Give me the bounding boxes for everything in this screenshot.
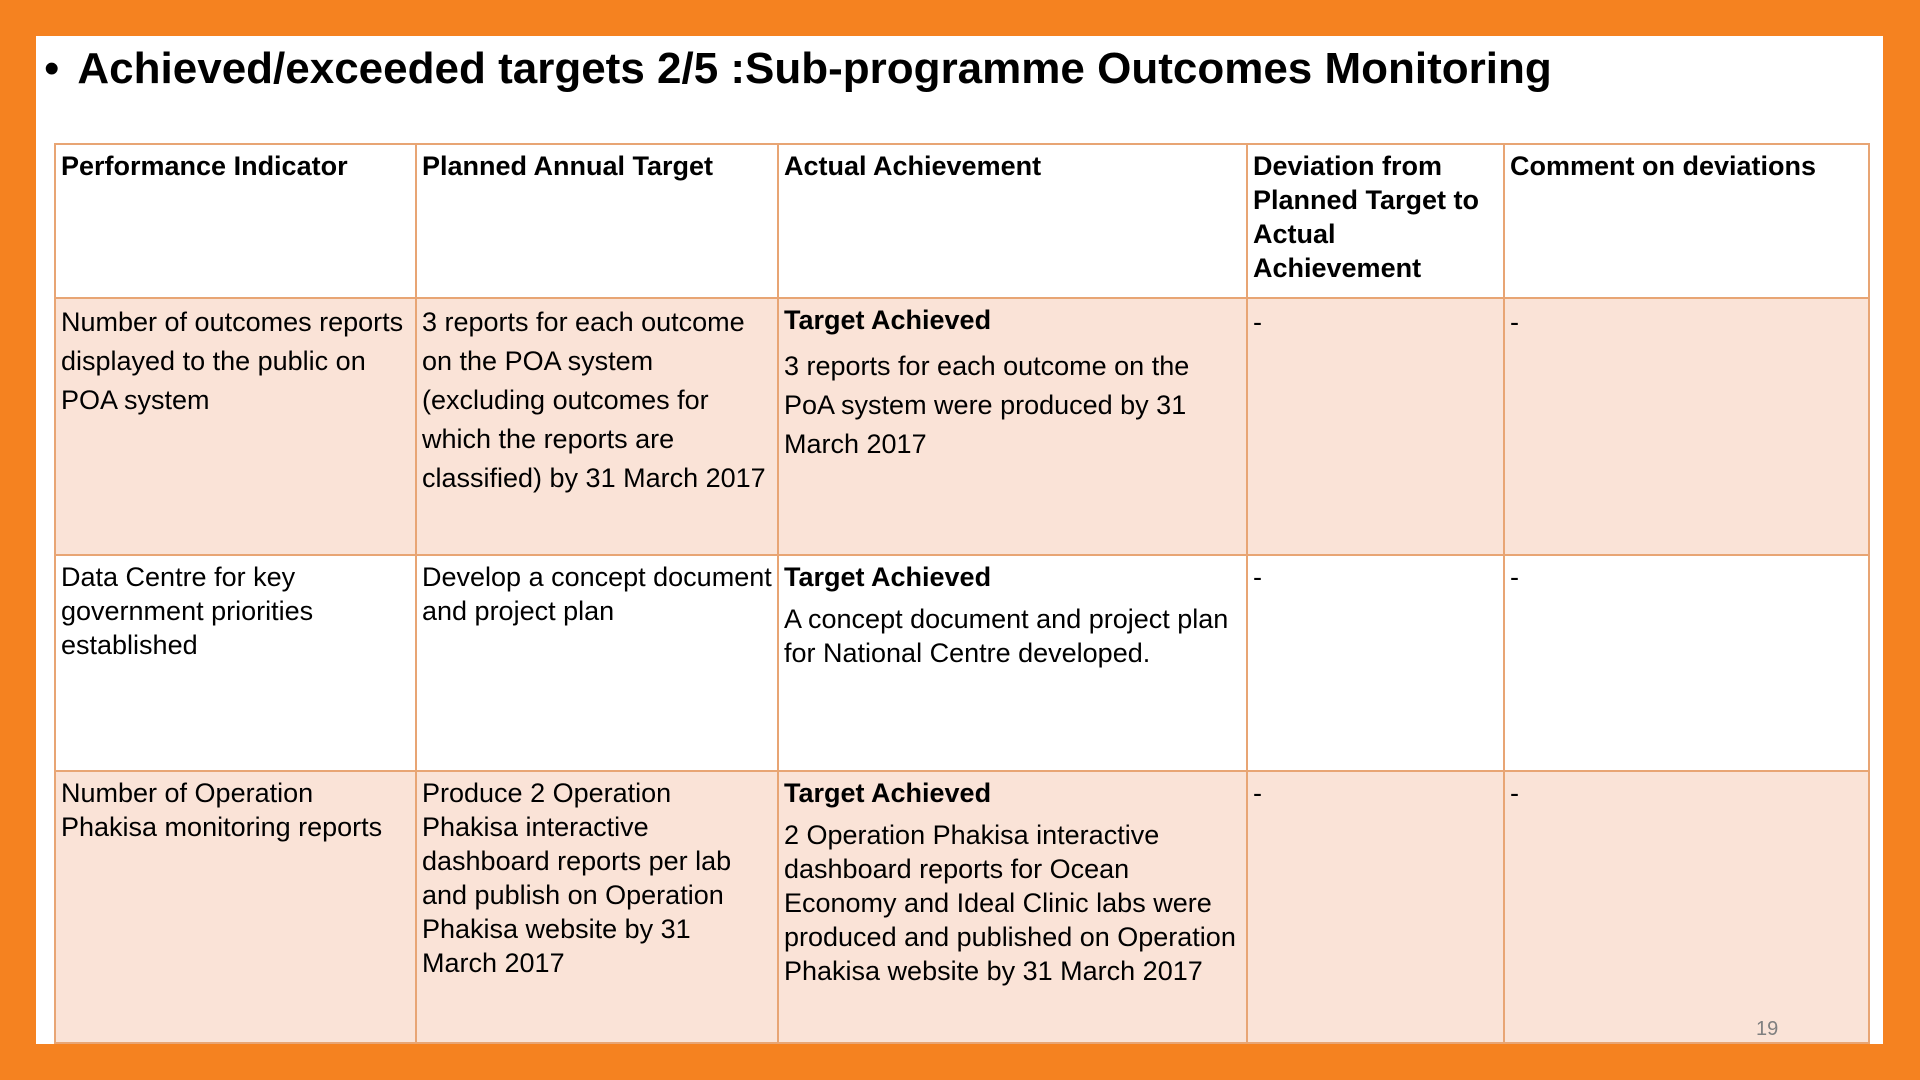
comment-cell: - — [1504, 555, 1869, 771]
header-performance-indicator: Performance Indicator — [55, 144, 416, 298]
page-number: 19 — [1756, 1018, 1779, 1040]
deviation-cell: - — [1247, 298, 1504, 555]
achievement-text: A concept document and project plan for National Centre developed. — [784, 604, 1229, 668]
actual-achievement-cell — [778, 771, 1247, 1043]
achievement-text: 3 reports for each outcome on the PoA system were produced by 31 March 2017 — [784, 351, 1190, 459]
slide-title — [44, 44, 1552, 94]
slide-title-text: Achieved/exceeded targets 2/5 :Sub-programme Outcomes Monitoring — [77, 44, 1552, 93]
header-deviation: Deviation from Planned Target to Actual Achievement — [1247, 144, 1504, 298]
table-row — [55, 555, 1869, 771]
comment-cell: - — [1504, 771, 1869, 1043]
status-label: Target Achieved — [784, 778, 992, 808]
status-label: Target Achieved — [784, 305, 992, 335]
achievement-text: 2 Operation Phakisa interactive dashboard reports for Ocean Economy and Ideal Clinic labs were produced and published on Operation Phakisa website by 31 March 2017 — [784, 820, 1236, 986]
planned-target-cell: 3 reports for each outcome on the POA system (excluding outcomes for which the reports are classified) by 31 March 2017 — [416, 298, 778, 555]
bullet-icon: • — [44, 44, 60, 93]
header-actual-achievement: Actual Achievement — [778, 144, 1247, 298]
header-planned-annual-target: Planned Annual Target — [416, 144, 778, 298]
slide — [36, 36, 1883, 1044]
actual-achievement-cell — [778, 555, 1247, 771]
planned-target-cell: Develop a concept document and project plan — [416, 555, 778, 771]
deviation-cell: - — [1247, 771, 1504, 1043]
indicator-cell: Data Centre for key government priorities established — [55, 555, 416, 771]
indicator-cell: Number of outcomes reports displayed to the public on POA system — [55, 298, 416, 555]
status-label: Target Achieved — [784, 562, 992, 592]
planned-target-cell: Produce 2 Operation Phakisa interactive dashboard reports per lab and publish on Operation Phakisa website by 31 March 2017 — [416, 771, 778, 1043]
performance-table — [54, 143, 1870, 1044]
actual-achievement-cell — [778, 298, 1247, 555]
table-header-row — [55, 144, 1869, 298]
header-comment-on-deviations: Comment on deviations — [1504, 144, 1869, 298]
table-row — [55, 298, 1869, 555]
indicator-cell: Number of Operation Phakisa monitoring reports — [55, 771, 416, 1043]
deviation-cell: - — [1247, 555, 1504, 771]
table-row — [55, 771, 1869, 1043]
comment-cell: - — [1504, 298, 1869, 555]
